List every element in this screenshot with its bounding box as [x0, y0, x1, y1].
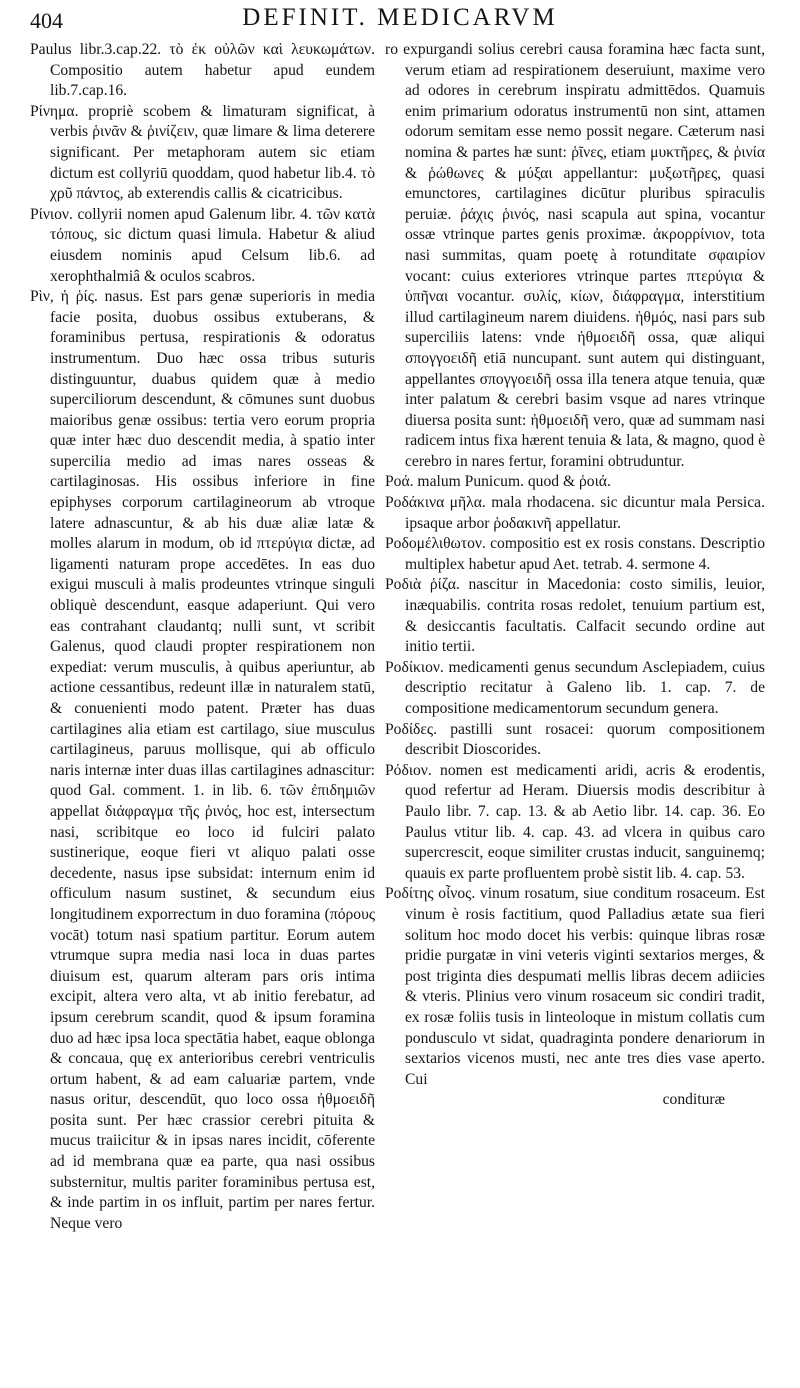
running-title: DEFINIT. MEDICARVM — [242, 4, 558, 31]
entry-rhinion: Ρίνιον. collyrii nomen apud Galenum libr. 4. τῶν κατὰ τόπους, sic dictum quasi limula. Habetur & aliud eiusdem nominis apud Celsum lib.6. ad xerophthalmiâ & oculos scabros. — [30, 205, 375, 285]
entry-rhodikion: Ροδίκιον. medicamenti genus secundum Asclepiadem, cuius descriptio recitatur à Galeno lib. 1. cap. 7. de compositione medicamentorum secundum genera. — [385, 658, 765, 717]
entry-rhoa: Ροά. malum Punicum. quod & ῥοιά. — [385, 473, 611, 491]
entry-rhodides: Ροδίδες. pastilli sunt rosacei: quorum compositionem describit Dioscorides. — [385, 720, 765, 759]
entry-rhis-nasus: Ρὶν, ἡ ῥίς. nasus. Est pars genæ superioris in media facie posita, duobus ossibus extuberans, & foraminibus pertusa, respirationis & odoratus instrumentum. Duo hæc ossa tribus suturis distinguuntur, duabus quidem quæ à medio superciliorum descendunt, & cōmunes sunt duobus maioribus genæ ossibus: tertia vero eorum propria quæ inter hæc duo descendit media, à spatio inter supercilia medio ad imas nares osseas & cartilaginosas. His ossibus inferiore in fine epiphyses corporum cartilagineorum ab vtroque latere adnascuntur, & ab his duæ aliæ latæ & molles alarum in modum, ob id πτερύγια dictæ, ad ligamenti naturam prope accedētes. In eas duo exigui musculi à malis prodeuntes vtrinque singuli obliquè descendunt, easque adaperiunt. Qui vero eas contrahant claudantq; nulli sunt, vt scribit Galenus, quod claudi propter respirationem non expediat: verum musculis, à quibus aperiuntur, ab actione cessantibus, redeunt illæ in naturalem statū, & conuenienti modo patent. Præter has duas cartilagines alia etiam est cartilago, siue musculus cartilagineus, paruus mollisque, qui ab officulo naris internæ inter duas illas cartilagines adnascitur: quod Gal. comment. 1. in lib. 6. τῶν ἐπιδημιῶν appellat διάφραγμα τῆς ῥινός, hoc est, intersectum nasi, scribitque eo loco id fulciri palato sustinerique, eoque fieri vt aliquo palati osse decedente, nasus ipse subsidat: internum enim id officulum nasum sustinet, & secundum eius longitudinem exporrectum in duo foramina (πόρους vocāt) totum nasi spatium partitur. Eorum autem vtrumque supra media nasi loca in duas partes diuisum est, quarum alteram pars oris intima excipit, altera vero alta, vt ab initio ferebatur, ad ipsum cerebrum scandit, quod & ipsum foramina duo ad hæc ipsa loca spectātia habet, eaque oblonga & concaua, quę ex anterioribus cerebri ventriculis ortum habent, & ad eam caluariæ partem, vnde nasus oritur, descendūt, quo loco ossa ἠθμοειδῆ posita sunt. Per hæc crassior cerebri pituita & mucus traiicitur & in ipsas nares incidit, cōferente ad id membrana quæ ea parte, qua nasi ossibus substernitur, multis pariter foraminibus pertusa est, & inde partim in os influit, partim per nares fertur. Neque vero — [30, 288, 375, 1232]
right-column — [385, 40, 765, 1111]
page-number: 404 — [30, 8, 63, 33]
left-column — [30, 40, 375, 1234]
entry-rhodites-oinos: Ροδίτης οἶνος. vinum rosatum, siue conditum rosaceum. Est vinum è rosis factitium, quod Palladius ætate sua fieri solitum hoc modo docet his verbis: quinque libras rosæ pridie purgatæ in vini veteris viginti sextarios merges, & post triginta dies despumati mellis libras decem adiicies & vteris. Plinius vero vinum rosaceum sic condiri tradit, ex rosæ foliis tusis in linteoloque in mistum collatis cum pondusculo vt sidat, quadraginta pondere denariorum in sextarios vicenos musti, nec ante tres dies vase aperto. Cui — [385, 885, 765, 1088]
entry-rhodion: Ρόδιον. nomen est medicamenti aridi, acris & erodentis, quod refertur ad Heram. Diuersis modis describitur à Paulo libr. 7. cap. 13. & ab Aetio libr. 14. cap. 36. Eo Paulus vtitur lib. 4. cap. 43. ad vlcera in quibus caro supercrescit, eoque similiter crustas inducit, sanguinemq; quauis ex parte profluentem probè sistit lib. 4. cap. 53. — [385, 761, 765, 882]
entry-rhodakina: Ροδάκινα μῆλα. mala rhodacena. sic dicuntur mala Persica. ipsaque arbor ῥοδακινῆ appellatur. — [385, 494, 765, 532]
entry-rhodomelithoton: Ροδομέλιθωτον. compositio est ex rosis constans. Descriptio multiplex habetur apud Aet. tetrab. 4. sermone 4. — [385, 535, 765, 573]
catchword: condituræ — [662, 1091, 725, 1109]
entry-nasus-continued: ro expurgandi solius cerebri causa foramina hæc facta sunt, verum etiam ad respirationem deseruiunt, maxime vero ad odores in cerebrum inspiratu admittēdos. Quamuis enim primarium odoratus instrumentū non sint, attamen odorum semitam esse nemo possit negare. Cæterum nasi nomina & partes hæ sunt: ῥῖνες, etiam μυκτῆρες, & ῥινία & ῥώθωνες & μύξαι appellantur: μυξωτῆρες, quasi emunctores, cartilagines dicūtur pluribus spiraculis peruiæ. ῥάχις ῥινός, nasi scapula aut spina, vocantur ossæ vtrinque partes genis proximæ. ἀκρορρίνιον, tota nasi summitas, quam poetę à rotunditate σφαιρίον vocant: cuius exteriores vtrinque partes πτερύγια & ὑπῆναι vocantur. συλίς, κίων, διάφραγμα, interstitium illud cartilagineum narem diuidens. ἠθμός, nasi pars sub superciliis latens: vnde ἠθμοειδῆ ossa, quæ aliqui σπογγοειδῆ etiā nuncupant. sunt autem qui distinguant, appellantes σπογγοειδῆ ossa illa tenera atque tenuia, quæ inter palatum & cerebri basim vsque ad nares vtrinque diuersa posita sunt: ἠθμοειδῆ vero, quæ ad summam nasi radicem intus fixa hærent tenuia & lata, & magno, quod è cerebro in nares fertur, foramini obtruduntur. — [385, 41, 765, 470]
entry-paulus: Paulus libr.3.cap.22. τὸ ἐκ οὐλῶν καὶ λευκωμάτων. Compositio autem habetur apud eundem lib.7.cap.16. — [30, 41, 375, 100]
entry-rhodia-rhiza: Ροδιὰ ῥίζα. nascitur in Macedonia: costo similis, leuior, inæquabilis. contrita rosas redolet, tenuium partium est, & desiccantis facultatis. Calfacit secundo ordine aut initio tertii. — [385, 576, 765, 656]
page-header — [30, 4, 770, 34]
entry-rhinema: Ρίνημα. propriè scobem & limaturam significat, à verbis ῥινᾶν & ῥινίζειν, quæ limare & lima deterere significant. Per metaphoram autem sic etiam dictum est collyriū quoddam, quod habetur lib.4. τὸ χρῦ πάντος, ab exterendis callis & cicatricibus. — [30, 102, 375, 203]
